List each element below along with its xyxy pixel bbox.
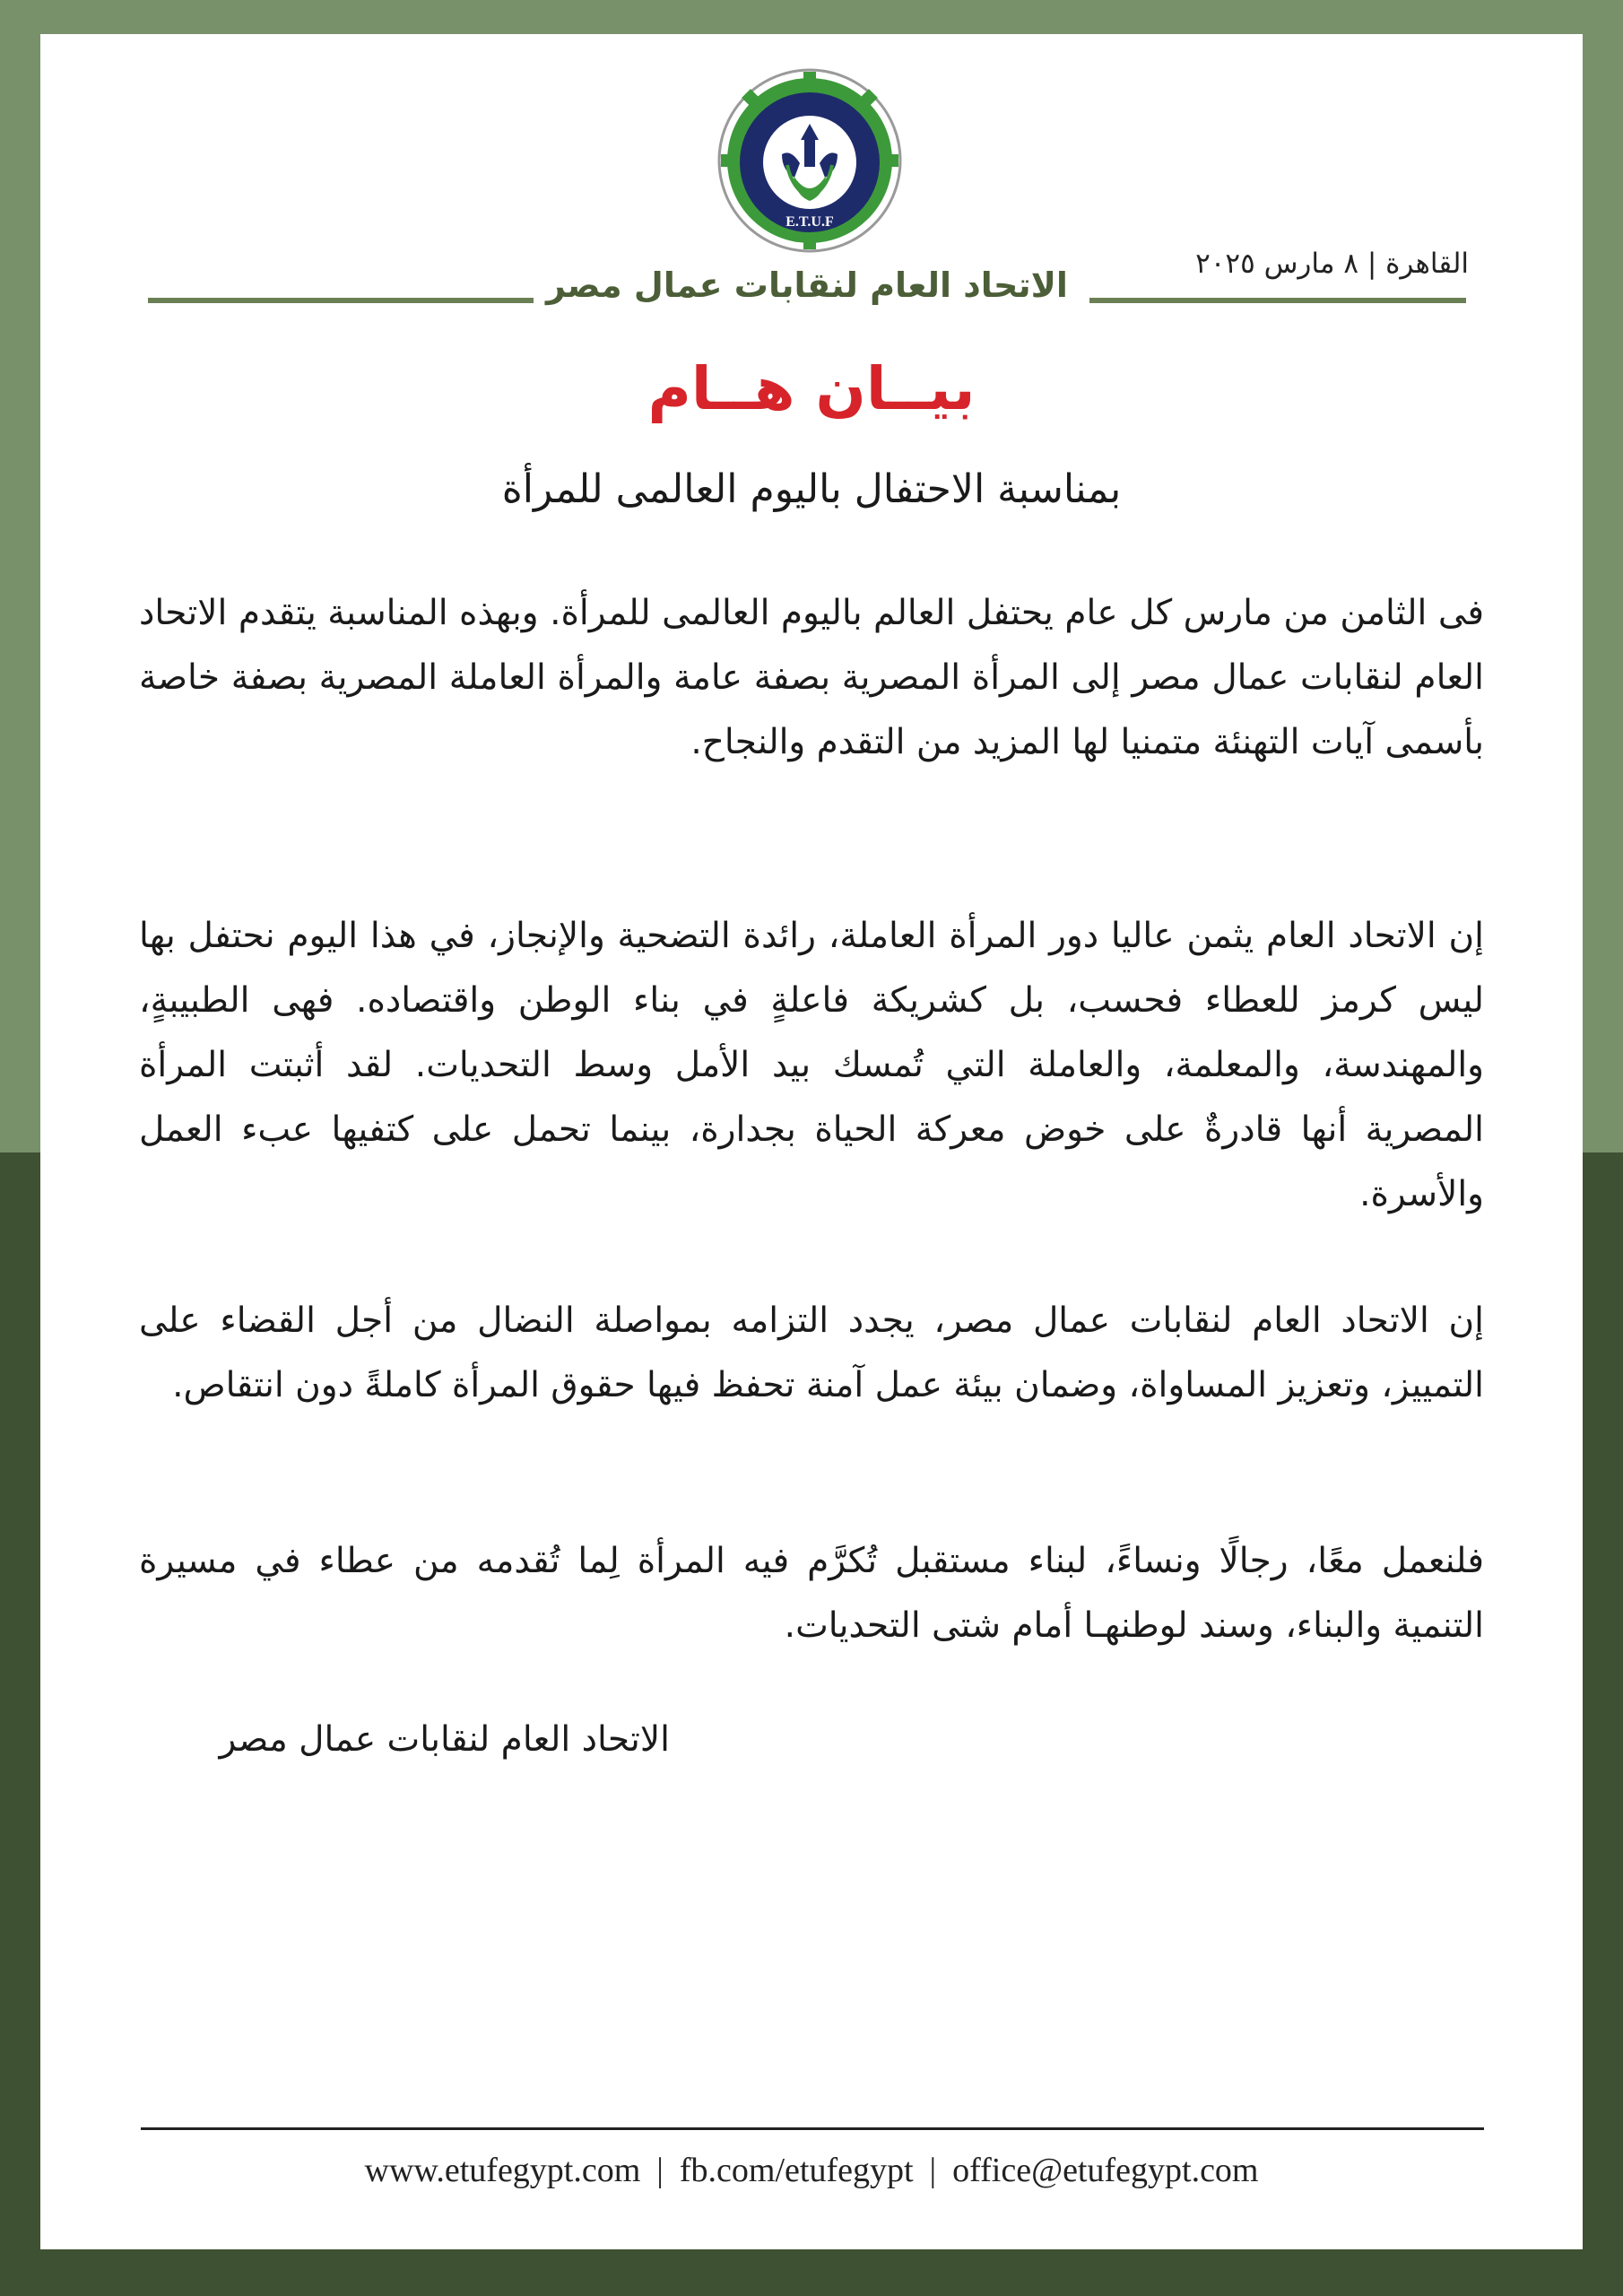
paragraph-4: فلنعمل معًا، رجالًا ونساءً، لبناء مستقبل تُكرَّم فيه المرأة لِما تُقدمه من عطاء في مسيرة التنمية والبناء، وسند لوطنهـا أمام شتى التحديات. xyxy=(139,1541,1484,1646)
email-link[interactable]: office@etufegypt.com xyxy=(952,2152,1259,2189)
signature: الاتحاد العام لنقابات عمال مصر xyxy=(219,1719,670,1760)
facebook-link[interactable]: fb.com/etufegypt xyxy=(679,2152,914,2189)
statement-subtitle: بمناسبة الاحتفال باليوم العالمى للمرأة xyxy=(501,466,1122,512)
statement-title: بيــان هــام xyxy=(647,354,976,423)
organization-name: الاتحاد العام لنقابات عمال مصر xyxy=(546,265,1068,305)
dateline: القاهرة | ٨ مارس ٢٠٢٥ xyxy=(1195,248,1469,280)
website-link[interactable]: www.etufegypt.com xyxy=(364,2152,641,2189)
header-rule-left xyxy=(148,298,534,303)
logo-letters: E.T.U.F xyxy=(785,214,834,230)
footer-rule xyxy=(141,2127,1484,2130)
footer-separator: | xyxy=(929,2152,937,2189)
paragraph-3: إن الاتحاد العام لنقابات عمال مصر، يجدد التزامه بمواصلة النضال من أجل القضاء على التمييز، وتعزيز المساواة، وضمان بيئة عمل آمنة تحفظ فيها حقوق المرأة كاملةً دون انتقاص. xyxy=(139,1300,1484,1405)
paragraph-1: فى الثامن من مارس كل عام يحتفل العالم باليوم العالمى للمرأة. وبهذه المناسبة يتقدم الاتحاد العام لنقابات عمال مصر إلى المرأة المصرية بصفة عامة والمرأة العاملة المصرية بصفة خاصة بأسمى آيات التهنئة متمنيا لها المزيد من التقدم والنجاح. xyxy=(139,593,1484,762)
etuf-logo xyxy=(717,68,902,253)
footer-separator: | xyxy=(656,2152,664,2189)
paragraph-2: إن الاتحاد العام يثمن عاليا دور المرأة العاملة، رائدة التضحية والإنجاز، في هذا اليوم نحتفل بها ليس كرمز للعطاء فحسب، بل كشريكة فاعلةٍ في بناء الوطن واقتصاده. فهى الطبيبةٍ، والمهندسة، والمعلمة، والعاملة التي تُمسك بيد الأمل وسط التحديات. لقد أثبتت المرأة المصرية أنها قادرةٌ على خوض معركة الحياة بجدارة، بينما تحمل على كتفيها عبء العمل والأسرة. xyxy=(139,916,1484,1214)
header-rule-right xyxy=(1089,298,1466,303)
footer-contacts xyxy=(0,2151,1623,2190)
